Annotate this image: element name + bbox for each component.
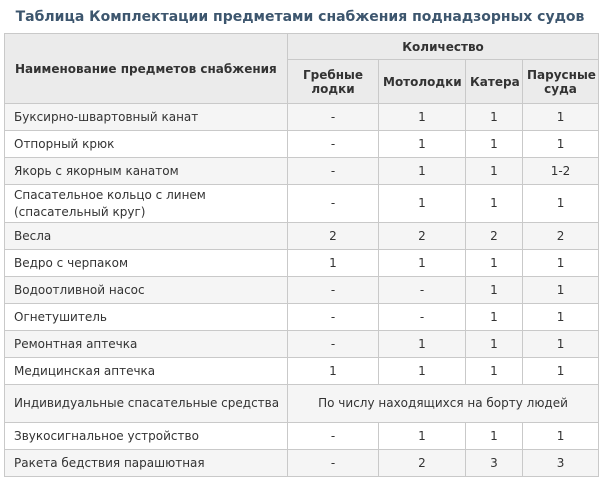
quantity-cell: 1	[523, 131, 599, 158]
quantity-cell: -	[288, 450, 379, 477]
table-row	[5, 331, 599, 358]
quantity-cell: 1	[466, 277, 523, 304]
item-name-cell: Водоотливной насос	[5, 277, 288, 304]
quantity-cell: 1	[523, 304, 599, 331]
quantity-cell: 2	[523, 223, 599, 250]
quantity-cell: -	[288, 331, 379, 358]
column-header-motorboats: Мотолодки	[379, 60, 466, 104]
quantity-cell: 1	[466, 185, 523, 223]
table-row	[5, 423, 599, 450]
item-name-cell: Весла	[5, 223, 288, 250]
table-row	[5, 277, 599, 304]
table-row	[5, 131, 599, 158]
quantity-cell: 1	[466, 131, 523, 158]
table-header	[5, 34, 599, 104]
quantity-cell: 1	[379, 250, 466, 277]
quantity-cell: 1	[288, 358, 379, 385]
column-header-sailing-vessels: Парусные суда	[523, 60, 599, 104]
table-row	[5, 250, 599, 277]
column-header-rowing-boats: Гребные лодки	[288, 60, 379, 104]
quantity-cell: 1	[379, 423, 466, 450]
column-header-boats: Катера	[466, 60, 523, 104]
item-name-cell: Отпорный крюк	[5, 131, 288, 158]
quantity-cell: 1	[466, 331, 523, 358]
quantity-cell: 3	[466, 450, 523, 477]
table-body	[5, 104, 599, 477]
quantity-cell: -	[288, 277, 379, 304]
quantity-cell: 1	[379, 158, 466, 185]
page-title: Таблица Комплектации предметами снабжения поднадзорных судов	[15, 9, 585, 25]
quantity-cell: -	[288, 131, 379, 158]
supplies-table	[4, 33, 599, 477]
quantity-cell: 1	[379, 331, 466, 358]
quantity-cell: -	[288, 104, 379, 131]
table-row	[5, 185, 599, 223]
quantity-cell: 1	[523, 104, 599, 131]
quantity-cell: 1	[466, 358, 523, 385]
quantity-cell: 1	[379, 104, 466, 131]
quantity-cell: 3	[523, 450, 599, 477]
quantity-cell: 1	[379, 185, 466, 223]
table-row	[5, 104, 599, 131]
quantity-cell: 1	[523, 185, 599, 223]
quantity-cell: 1	[466, 104, 523, 131]
quantity-cell: 2	[379, 223, 466, 250]
name-column-header: Наименование предметов снабжения	[5, 34, 288, 104]
quantity-cell: 2	[379, 450, 466, 477]
quantity-cell: -	[288, 158, 379, 185]
quantity-cell: -	[288, 423, 379, 450]
item-name-cell: Индивидуальные спасательные средства	[5, 385, 288, 423]
quantity-cell: -	[379, 277, 466, 304]
table-row	[5, 385, 599, 423]
quantity-cell: -	[379, 304, 466, 331]
quantity-cell: -	[288, 185, 379, 223]
table-row	[5, 223, 599, 250]
quantity-cell: 1	[523, 277, 599, 304]
item-name-cell: Огнетушитель	[5, 304, 288, 331]
item-name-cell: Ракета бедствия парашютная	[5, 450, 288, 477]
quantity-cell: 1	[523, 423, 599, 450]
quantity-cell: 1-2	[523, 158, 599, 185]
table-row	[5, 358, 599, 385]
quantity-cell: -	[288, 304, 379, 331]
quantity-cell: 2	[466, 223, 523, 250]
table-row	[5, 158, 599, 185]
quantity-cell: 1	[379, 131, 466, 158]
quantity-cell: 1	[523, 358, 599, 385]
item-name-cell: Якорь с якорным канатом	[5, 158, 288, 185]
quantity-cell: 1	[523, 250, 599, 277]
quantity-header: Количество	[288, 34, 599, 60]
quantity-cell: 1	[466, 250, 523, 277]
quantity-cell: 1	[466, 158, 523, 185]
table-row	[5, 450, 599, 477]
merged-quantity-cell: По числу находящихся на борту людей	[288, 385, 599, 423]
quantity-cell: 2	[288, 223, 379, 250]
item-name-cell: Ремонтная аптечка	[5, 331, 288, 358]
quantity-cell: 1	[288, 250, 379, 277]
item-name-cell: Буксирно-швартовный канат	[5, 104, 288, 131]
item-name-cell: Ведро с черпаком	[5, 250, 288, 277]
item-name-cell: Звукосигнальное устройство	[5, 423, 288, 450]
quantity-cell: 1	[466, 423, 523, 450]
quantity-cell: 1	[523, 331, 599, 358]
item-name-cell: Медицинская аптечка	[5, 358, 288, 385]
quantity-cell: 1	[466, 304, 523, 331]
item-name-cell: Спасательное кольцо с линем (спасательный круг)	[5, 185, 288, 223]
quantity-cell: 1	[379, 358, 466, 385]
table-row	[5, 304, 599, 331]
